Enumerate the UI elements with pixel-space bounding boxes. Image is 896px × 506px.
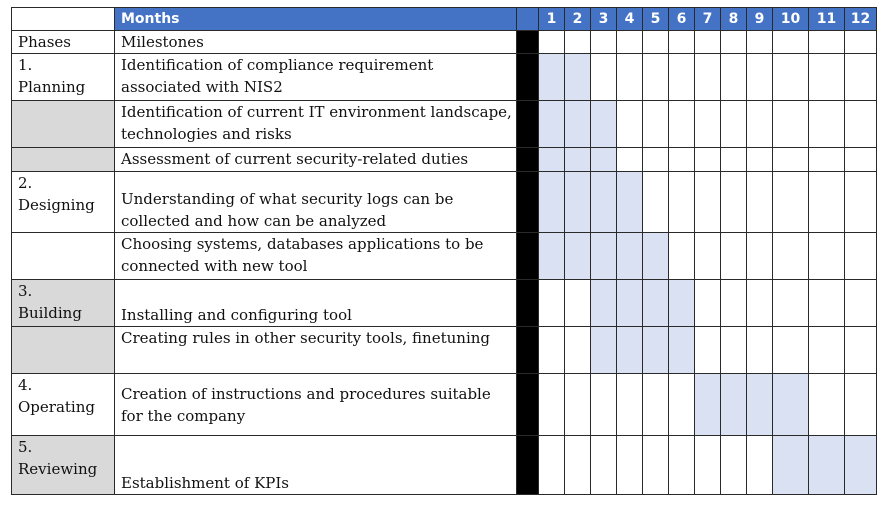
month-cell-active [539,233,565,280]
month-cell-active [773,374,809,436]
month-cell [695,233,721,280]
month-cell-active [565,233,591,280]
month-cell [565,31,591,54]
month-cell [747,436,773,495]
month-cell [747,148,773,172]
month-cell [539,374,565,436]
month-cell [845,233,877,280]
month-cell [669,148,695,172]
month-cell [747,54,773,101]
month-cell [845,101,877,148]
month-cell-active [591,101,617,148]
header-spacer-cell [517,8,539,31]
separator-cell [517,148,539,172]
month-cell [809,148,845,172]
month-cell [565,436,591,495]
separator-cell [517,280,539,327]
month-cell [643,172,669,233]
phase-cell [12,148,115,172]
month-cell [845,280,877,327]
month-cell [845,327,877,374]
month-cell-active [617,233,643,280]
months-label: Months [115,8,517,31]
phase-cell: 5. Reviewing [12,436,115,495]
milestone-cell: Assessment of current security-related duties [115,148,517,172]
month-cell [845,374,877,436]
month-cell-active [617,172,643,233]
month-cell [721,172,747,233]
month-cell [669,172,695,233]
month-cell [591,54,617,101]
month-header: 9 [747,8,773,31]
month-header: 4 [617,8,643,31]
month-header: 10 [773,8,809,31]
month-cell [809,54,845,101]
month-cell [617,54,643,101]
month-cell [695,280,721,327]
month-cell [721,54,747,101]
milestones-label: Milestones [115,31,517,54]
month-cell [643,374,669,436]
month-header: 11 [809,8,845,31]
month-cell-active [721,374,747,436]
month-cell-active [809,436,845,495]
month-cell [617,31,643,54]
month-cell [721,436,747,495]
month-cell [809,172,845,233]
month-cell [695,327,721,374]
month-cell-active [565,148,591,172]
month-cell [845,148,877,172]
milestone-cell: Establishment of KPIs [115,436,517,495]
month-cell [669,374,695,436]
month-cell [773,101,809,148]
month-header: 12 [845,8,877,31]
gantt-table [11,7,877,495]
month-cell-active [591,172,617,233]
phase-cell: 3. Building [12,280,115,327]
month-header: 3 [591,8,617,31]
milestone-row [12,436,877,495]
milestone-cell: Creation of instructions and procedures suitable for the company [115,374,517,436]
month-cell [617,148,643,172]
month-cell [539,327,565,374]
separator-cell [517,233,539,280]
milestone-row [12,172,877,233]
subheader-row [12,31,877,54]
month-cell [669,101,695,148]
month-cell-active [669,327,695,374]
month-cell-active [591,327,617,374]
separator-cell [517,54,539,101]
month-cell-active [591,233,617,280]
month-header: 8 [721,8,747,31]
month-cell [695,101,721,148]
month-cell [747,101,773,148]
milestone-row [12,374,877,436]
separator-cell [517,374,539,436]
month-cell [643,436,669,495]
milestone-row [12,280,877,327]
month-cell-active [539,148,565,172]
month-cell [721,280,747,327]
month-cell [565,280,591,327]
month-cell [539,31,565,54]
month-header: 7 [695,8,721,31]
month-cell-active [591,280,617,327]
month-cell-active [539,101,565,148]
month-cell [669,54,695,101]
month-cell [845,54,877,101]
milestone-cell: Identification of current IT environment landscape, technologies and risks [115,101,517,148]
separator-cell [517,101,539,148]
month-cell [845,172,877,233]
month-cell [591,31,617,54]
month-cell [617,101,643,148]
month-header: 1 [539,8,565,31]
month-cell [747,31,773,54]
month-cell [809,101,845,148]
month-cell-active [643,280,669,327]
month-cell [617,436,643,495]
phase-cell: 1. Planning [12,54,115,101]
month-cell [643,148,669,172]
month-cell-active [643,327,669,374]
month-cell [809,31,845,54]
month-cell-active [669,280,695,327]
milestone-row [12,101,877,148]
month-cell-active [591,148,617,172]
month-cell [669,31,695,54]
month-cell [809,280,845,327]
month-cell [539,436,565,495]
milestone-cell: Identification of compliance requirement associated with NIS2 [115,54,517,101]
month-cell [845,31,877,54]
month-cell [721,148,747,172]
month-cell [617,374,643,436]
phase-cell: 2. Designing [12,172,115,233]
header-blank-cell [12,8,115,31]
month-cell [695,148,721,172]
month-cell [773,280,809,327]
phase-cell [12,101,115,148]
month-cell [565,374,591,436]
month-header: 6 [669,8,695,31]
month-cell [643,54,669,101]
month-cell-active [695,374,721,436]
month-cell-active [565,101,591,148]
milestone-cell: Installing and configuring tool [115,280,517,327]
month-cell [773,233,809,280]
month-cell [695,31,721,54]
month-cell-active [539,54,565,101]
month-cell [591,374,617,436]
month-cell [643,31,669,54]
month-cell [695,172,721,233]
month-header: 2 [565,8,591,31]
month-cell [747,172,773,233]
separator-cell [517,31,539,54]
milestone-cell: Understanding of what security logs can be collected and how can be analyzed [115,172,517,233]
month-cell-active [643,233,669,280]
month-cell-active [747,374,773,436]
month-cell [747,280,773,327]
month-cell [747,233,773,280]
month-cell [669,436,695,495]
month-cell [721,31,747,54]
month-cell-active [617,327,643,374]
month-cell [565,327,591,374]
month-cell [721,327,747,374]
month-cell-active [565,54,591,101]
month-cell-active [845,436,877,495]
phase-cell [12,327,115,374]
phase-cell [12,233,115,280]
month-cell [747,327,773,374]
month-cell [591,436,617,495]
month-cell [721,101,747,148]
month-cell [809,327,845,374]
month-cell [773,54,809,101]
month-cell [643,101,669,148]
phases-label: Phases [12,31,115,54]
separator-cell [517,172,539,233]
month-cell [809,233,845,280]
separator-cell [517,327,539,374]
milestone-row [12,327,877,374]
milestone-cell: Choosing systems, databases applications to be connected with new tool [115,233,517,280]
month-cell-active [539,172,565,233]
month-cell [669,233,695,280]
month-cell [773,172,809,233]
milestone-row [12,233,877,280]
month-cell [721,233,747,280]
month-cell [773,31,809,54]
month-header: 5 [643,8,669,31]
month-cell [773,327,809,374]
month-cell [773,148,809,172]
month-cell [539,280,565,327]
milestone-row [12,148,877,172]
month-cell-active [773,436,809,495]
month-cell [695,436,721,495]
month-cell-active [565,172,591,233]
header-row [12,8,877,31]
month-cell-active [617,280,643,327]
phase-cell: 4. Operating [12,374,115,436]
month-cell [695,54,721,101]
milestone-row [12,54,877,101]
separator-cell [517,436,539,495]
milestone-cell: Creating rules in other security tools, finetuning [115,327,517,374]
month-cell [809,374,845,436]
